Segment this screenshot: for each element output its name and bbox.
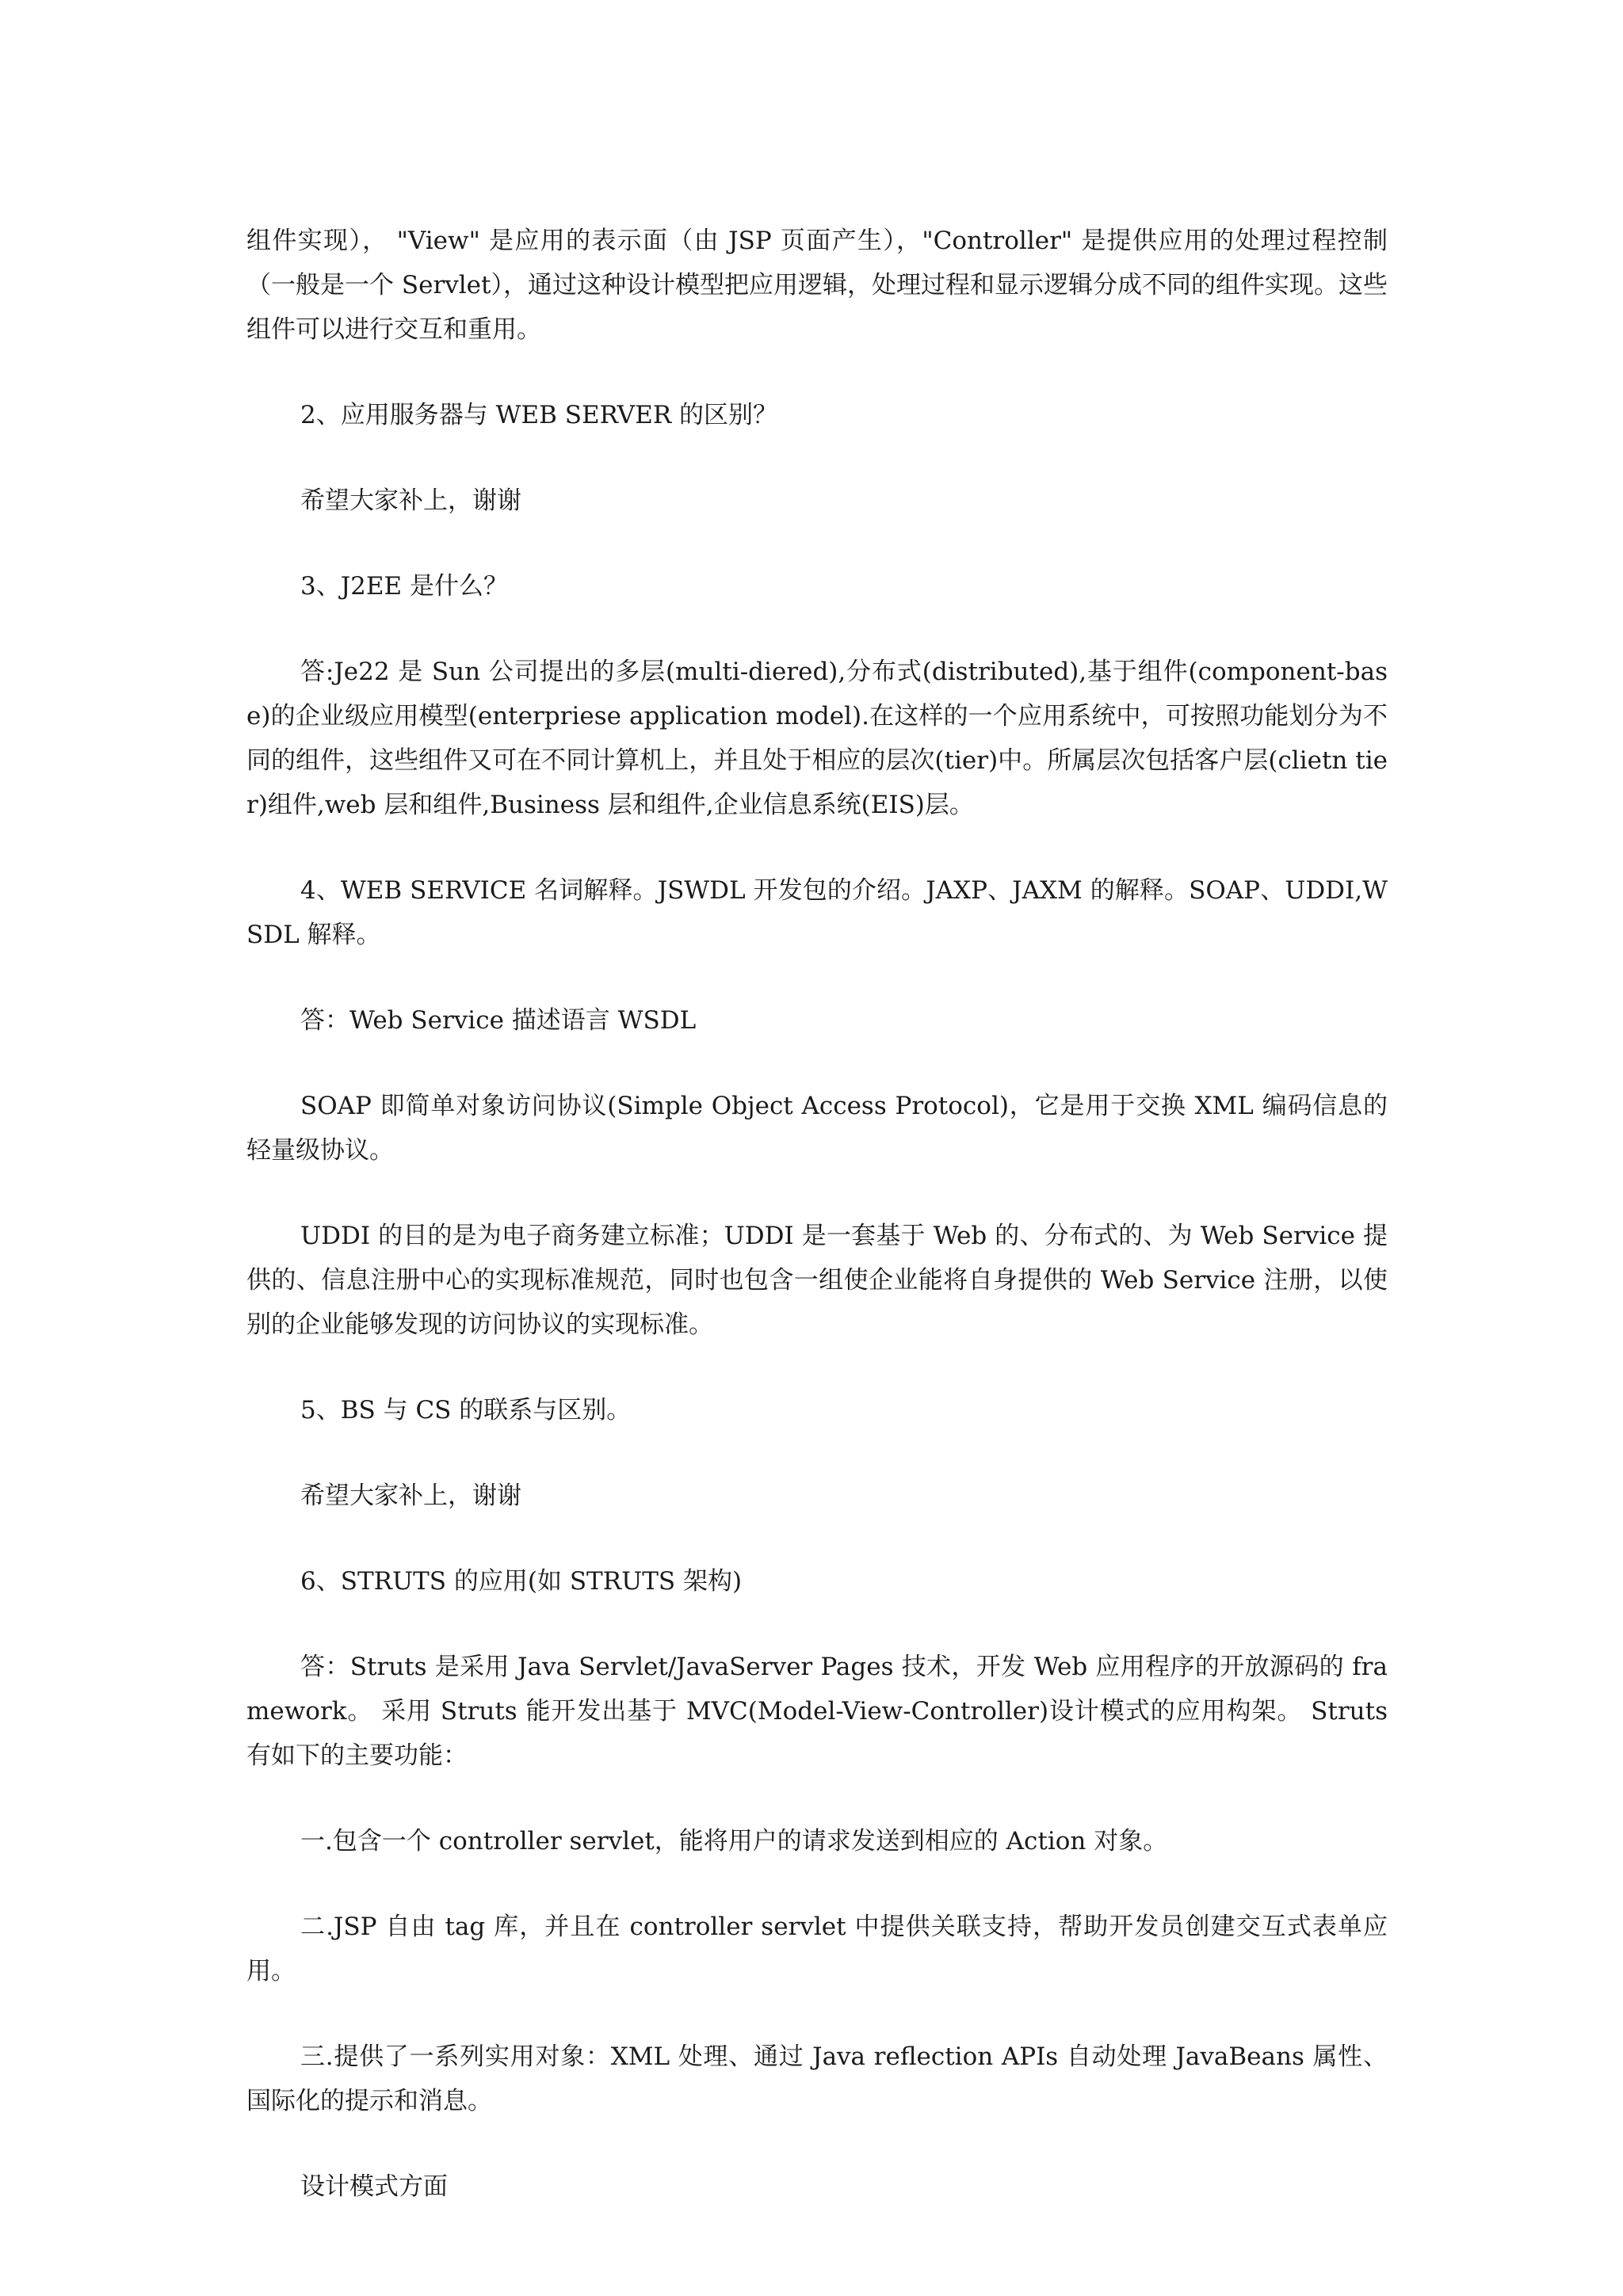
answer-5-placeholder: 希望大家补上，谢谢 bbox=[300, 1482, 521, 1510]
question-2-heading: 2、应用服务器与 WEB SERVER 的区别？ bbox=[300, 401, 778, 429]
answer-4-uddi: UDDI 的目的是为电子商务建立标准；UDDI 是一套基于 Web 的、分布式的、为 Web Service 提供的、信息注册中心的实现标准规范，同时也包含一组使企业能将自身提供的 Web Service 注册，以使别的企业能够发现的访问协议的实现标准。 bbox=[246, 1222, 1388, 1339]
answer-4-soap: SOAP 即简单对象访问协议(Simple Object Access Protocol)，它是用于交换 XML 编码信息的轻量级协议。 bbox=[246, 1092, 1388, 1165]
struts-feature-1: 一.包含一个 controller servlet，能将用户的请求发送到相应的 Action 对象。 bbox=[300, 1827, 1168, 1855]
answer-6-struts-intro: 答：Struts 是采用 Java Servlet/JavaServer Pages 技术，开发 Web 应用程序的开放源码的 framework。 采用 Struts 能开发出基于 MVC(Model-View-Controller)设计模式的应用构架。 Struts 有如下的主要功能： bbox=[246, 1653, 1388, 1770]
paragraph-mvc-continuation: 组件实现）， "View" 是应用的表示面（由 JSP 页面产生），"Controller" 是提供应用的处理过程控制（一般是一个 Servlet），通过这种设计模型把应用逻辑，处理过程和显示逻辑分成不同的组件实现。这些组件可以进行交互和重用。 bbox=[246, 227, 1388, 344]
question-3-heading: 3、J2EE 是什么？ bbox=[300, 572, 508, 601]
question-5-heading: 5、BS 与 CS 的联系与区别。 bbox=[300, 1396, 632, 1425]
document-body bbox=[246, 219, 1388, 2250]
question-6-heading: 6、STRUTS 的应用(如 STRUTS 架构) bbox=[300, 1567, 743, 1596]
question-4-heading: 4、WEB SERVICE 名词解释。JSWDL 开发包的介绍。JAXP、JAXM 的解释。SOAP、UDDI,WSDL 解释。 bbox=[246, 876, 1388, 949]
answer-4-wsdl: 答：Web Service 描述语言 WSDL bbox=[300, 1006, 697, 1035]
struts-feature-3: 三.提供了一系列实用对象：XML 处理、通过 Java reflection APIs 自动处理 JavaBeans 属性、国际化的提示和消息。 bbox=[246, 2042, 1388, 2115]
section-design-patterns: 设计模式方面 bbox=[300, 2172, 448, 2201]
struts-feature-2: 二.JSP 自由 tag 库，并且在 controller servlet 中提供关联支持，帮助开发员创建交互式表单应用。 bbox=[246, 1913, 1388, 1985]
answer-2-placeholder: 希望大家补上，谢谢 bbox=[300, 486, 521, 515]
answer-3-paragraph: 答:Je22 是 Sun 公司提出的多层(multi-diered),分布式(distributed),基于组件(component-base)的企业级应用模型(enterpriese application model).在这样的一个应用系统中，可按照功能划分为不同的组件，这些组件又可在不同计算机上，并且处于相应的层次(tier)中。所属层次包括客户层(clietn tier)组件,web 层和组件,Business 层和组件,企业信息系统(EIS)层。 bbox=[246, 658, 1388, 819]
